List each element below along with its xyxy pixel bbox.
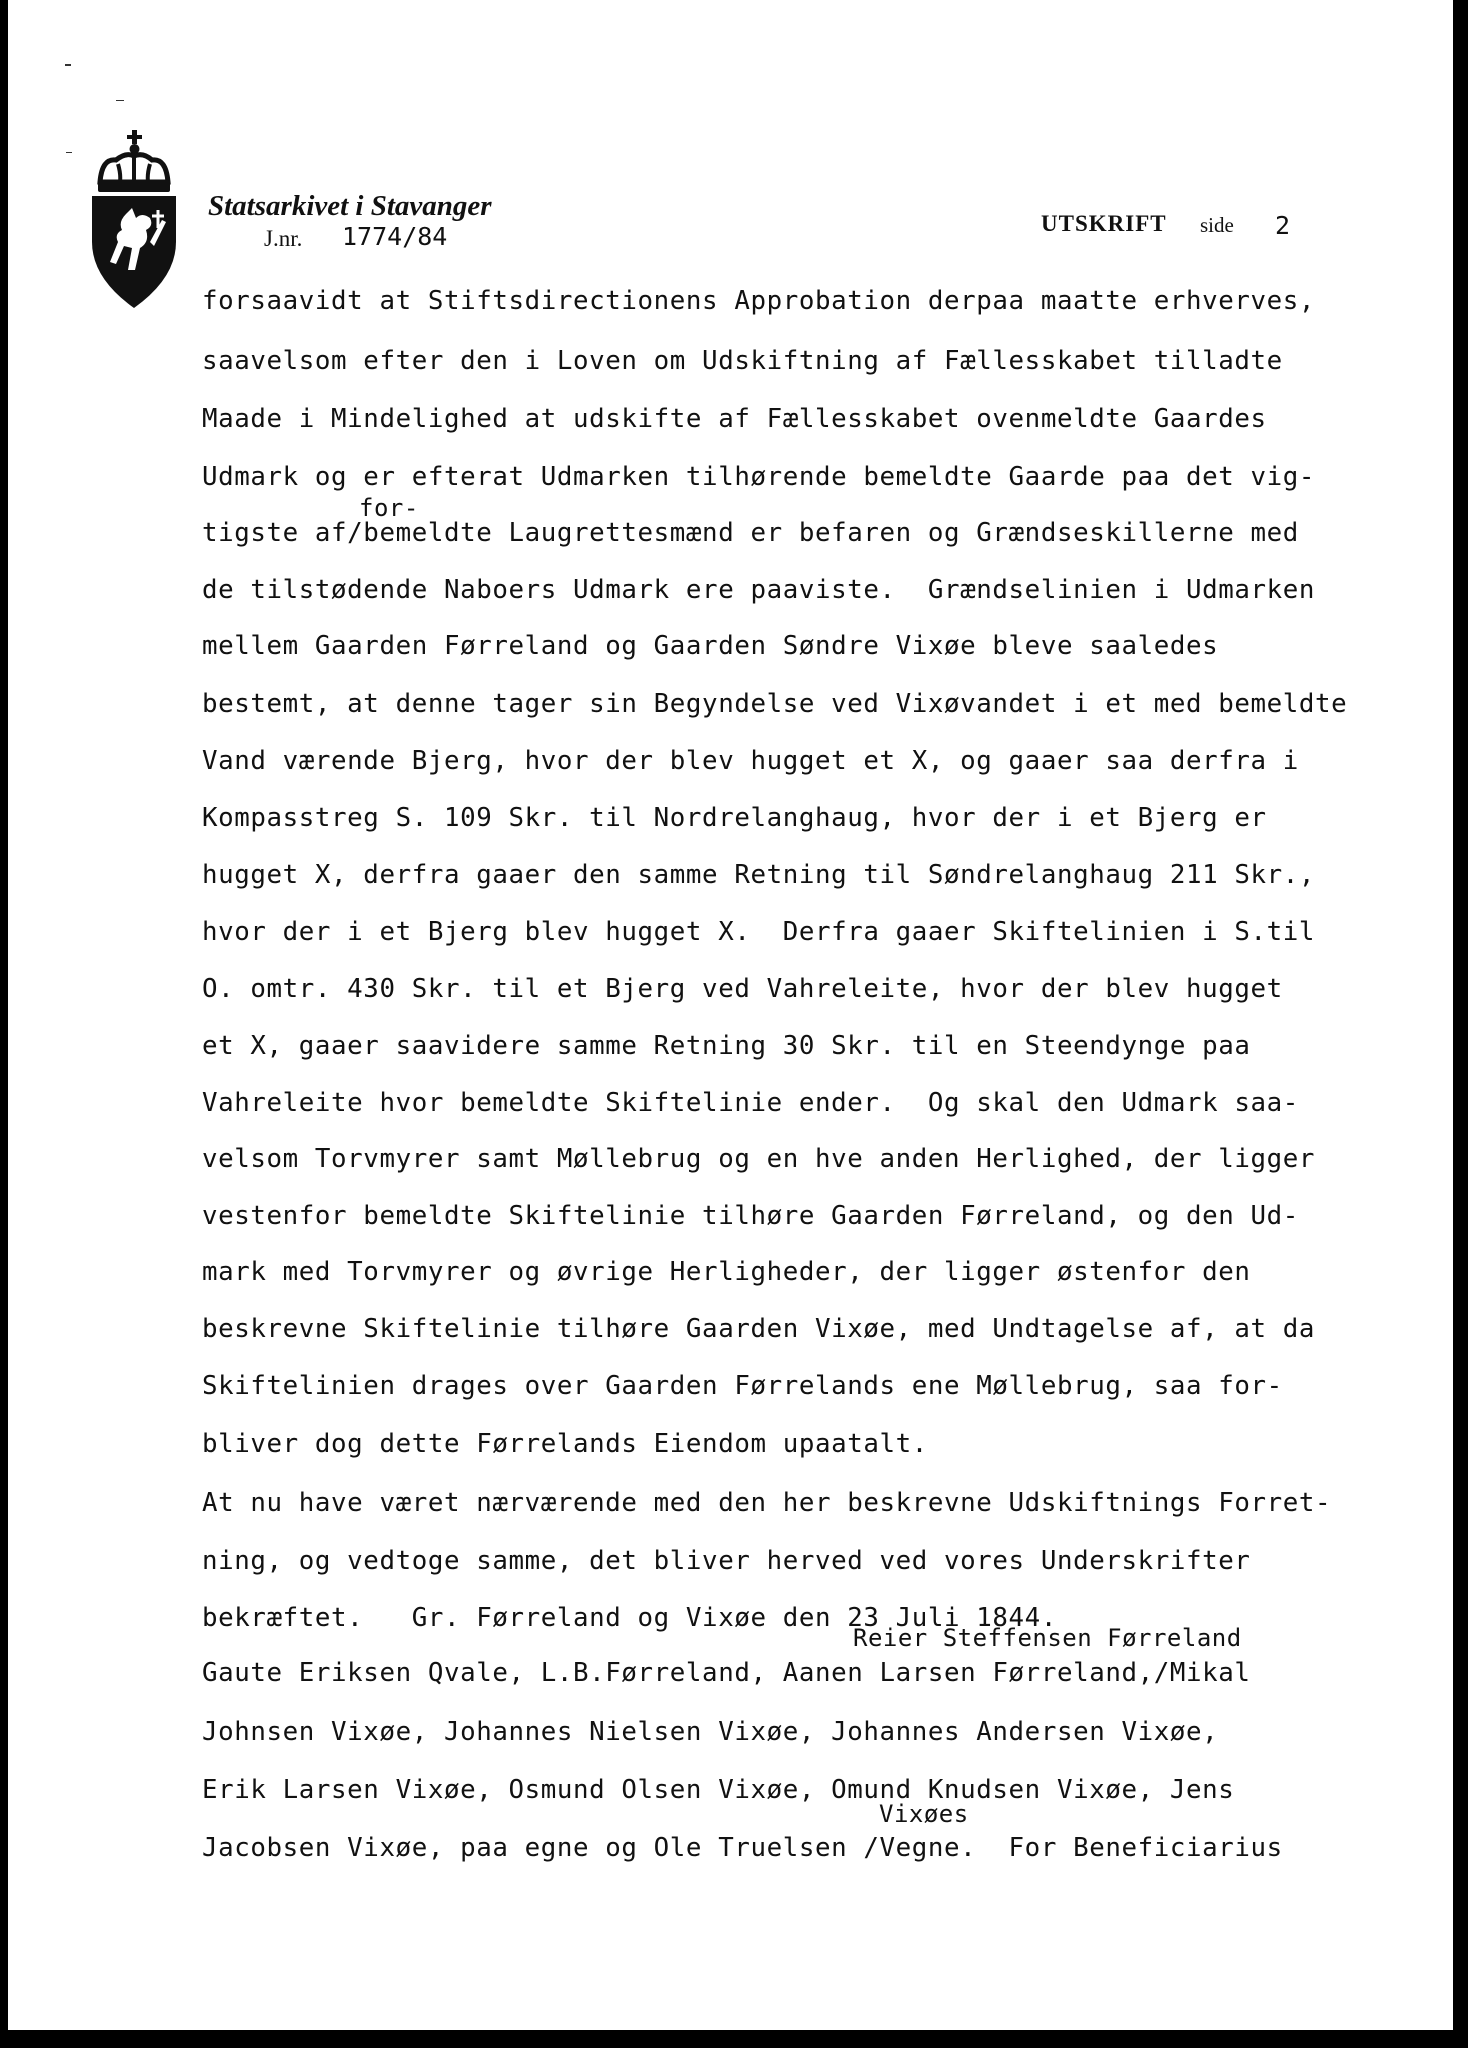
text-line: Maade i Mindelighed at udskifte af Fællesskabet ovenmeldte Gaardes: [202, 404, 1267, 434]
text-line: Udmark og er efterat Udmarken tilhørende bemeldte Gaarde paa det vig-: [202, 462, 1316, 492]
scan-speck: [66, 152, 72, 153]
text-line: vestenfor bemeldte Skiftelinie tilhøre Gaarden Førreland, og den Ud-: [202, 1201, 1299, 1231]
text-line: bestemt, at denne tager sin Begyndelse ved Vixøvandet i et med bemeldte: [202, 689, 1348, 719]
scan-speck: [116, 100, 124, 101]
text-line: beskrevne Skiftelinie tilhøre Gaarden Vixøe, med Undtagelse af, at da: [202, 1314, 1316, 1344]
text-line: velsom Torvmyrer samt Møllebrug og en hve anden Herlighed, der ligger: [202, 1144, 1316, 1174]
text-line: Gaute Eriksen Qvale, L.B.Førreland, Aanen Larsen Førreland,/Mikal: [202, 1658, 1251, 1688]
text-line: mellem Gaarden Førreland og Gaarden Søndre Vixøe bleve saaledes: [202, 631, 1219, 661]
text-line: At nu have været nærværende med den her beskrevne Udskiftnings Forret-: [202, 1488, 1332, 1518]
text-line: de tilstødende Naboers Udmark ere paaviste. Grændselinien i Udmarken: [202, 575, 1316, 605]
text-line: ning, og vedtoge samme, det bliver herved ved vores Underskrifter: [202, 1546, 1251, 1576]
text-line: hvor der i et Bjerg blev hugget X. Derfra gaaer Skiftelinien i S.til: [202, 917, 1316, 947]
text-line: mark med Torvmyrer og øvrige Herligheder, der ligger østenfor den: [202, 1257, 1251, 1287]
inserted-word: Vixøes: [879, 1800, 969, 1828]
text-line: Vand værende Bjerg, hvor der blev hugget et X, og gaaer saa derfra i: [202, 746, 1299, 776]
journal-number: 1774/84: [342, 222, 448, 251]
transcript-label: UTSKRIFT: [1041, 211, 1167, 236]
text-line: tigste af/bemeldte Laugrettesmænd er befaren og Grændseskillerne med: [202, 518, 1299, 548]
page-label: side: [1200, 213, 1234, 237]
archive-name: Statsarkivet i Stavanger: [208, 190, 492, 222]
text-line: O. omtr. 430 Skr. til et Bjerg ved Vahreleite, hvor der blev hugget: [202, 974, 1283, 1004]
text-line: Vahreleite hvor bemeldte Skiftelinie ender. Og skal den Udmark saa-: [202, 1088, 1299, 1118]
inserted-name: Reier Steffensen Førreland: [853, 1624, 1242, 1652]
text-line: Johnsen Vixøe, Johannes Nielsen Vixøe, Johannes Andersen Vixøe,: [202, 1717, 1219, 1747]
text-line: bekræftet. Gr. Førreland og Vixøe den 23 Juli 1844.: [202, 1603, 1057, 1633]
scan-speck: [65, 64, 71, 66]
text-line: Skiftelinien drages over Gaarden Førrelands ene Møllebrug, saa for-: [202, 1371, 1283, 1401]
text-line: bliver dog dette Førrelands Eiendom upaatalt.: [202, 1429, 928, 1459]
text-line: forsaavidt at Stiftsdirectionens Approbation derpaa maatte erhverves,: [202, 286, 1316, 316]
inserted-word: for-: [359, 494, 419, 522]
text-line: Jacobsen Vixøe, paa egne og Ole Truelsen /Vegne. For Beneficiarius: [202, 1833, 1283, 1863]
coat-of-arms-icon: [88, 130, 180, 310]
text-line: et X, gaaer saavidere samme Retning 30 Skr. til en Steendynge paa: [202, 1031, 1251, 1061]
document-page: [8, 0, 1453, 2030]
page-number: 2: [1275, 211, 1291, 240]
text-line: saavelsom efter den i Loven om Udskiftning af Fællesskabet tilladte: [202, 346, 1283, 376]
text-line: hugget X, derfra gaaer den samme Retning til Søndrelanghaug 211 Skr.,: [202, 860, 1316, 890]
text-line: Kompasstreg S. 109 Skr. til Nordrelanghaug, hvor der i et Bjerg er: [202, 803, 1267, 833]
text-line: Erik Larsen Vixøe, Osmund Olsen Vixøe, Omund Knudsen Vixøe, Jens: [202, 1775, 1235, 1805]
journal-number-label: J.nr.: [264, 226, 303, 251]
